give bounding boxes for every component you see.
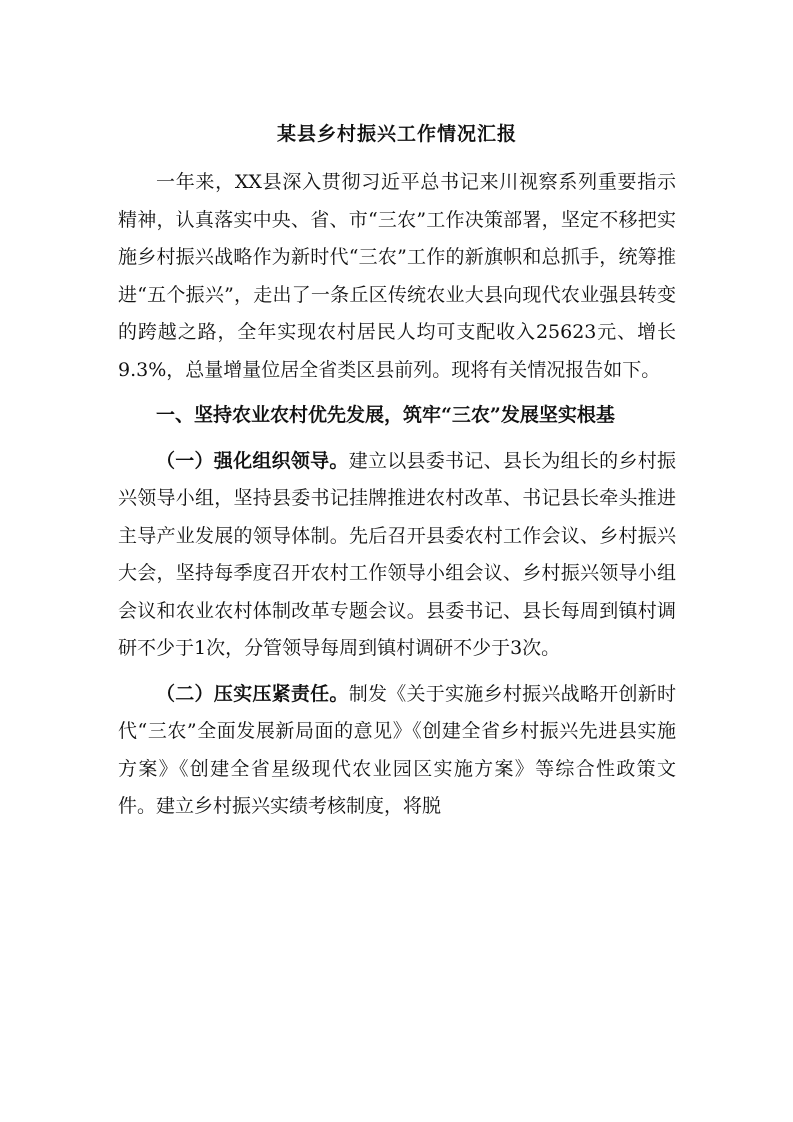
- subsection-body-1: 建立以县委书记、县长为组长的乡村振兴领导小组，坚持县委书记挂牌推进农村改革、书记县长牵头推进主导产业发展的领导体制。先后召开县委农村工作会议、乡村振兴大会，坚持每季度召开农村工作领导小组会议、乡村振兴领导小组会议和农业农村体制改革专题会议。县委书记、县长每周到镇村调研不少于1次，分管领导每周到镇村调研不少于3次。: [118, 449, 676, 659]
- subsection-paragraph-1: [118, 443, 676, 668]
- document-page: [118, 118, 676, 826]
- subsection-heading-1: （一）强化组织领导。: [156, 449, 349, 472]
- section-heading-1: 一、坚持农业农村优先发展，筑牢“三农”发展坚实根基: [156, 404, 615, 426]
- intro-paragraph: 一年来，XX县深入贯彻习近平总书记来川视察系列重要指示精神，认真落实中央、省、市“三农”工作决策部署，坚定不移把实施乡村振兴战略作为新时代“三农”工作的新旗帜和总抓手，统筹推进“五个振兴”，走出了一条丘区传统农业大县向现代农业强县转变的跨越之路，全年实现农村居民人均可支配收入25623元、增长9.3%，总量增量位居全省类区县前列。现将有关情况报告如下。: [118, 171, 676, 381]
- subsection-paragraph-2: [118, 676, 676, 826]
- subsection-heading-2: （二）压实压紧责任。: [156, 682, 349, 705]
- document-title: 某县乡村振兴工作情况汇报: [276, 123, 517, 145]
- subsection-body-2: 制发《关于实施乡村振兴战略开创新时代“三农”全面发展新局面的意见》《创建全省乡村振兴先进县实施方案》《创建全省星级现代农业园区实施方案》等综合性政策文件。建立乡村振兴实绩考核制度，将脱: [118, 682, 676, 817]
